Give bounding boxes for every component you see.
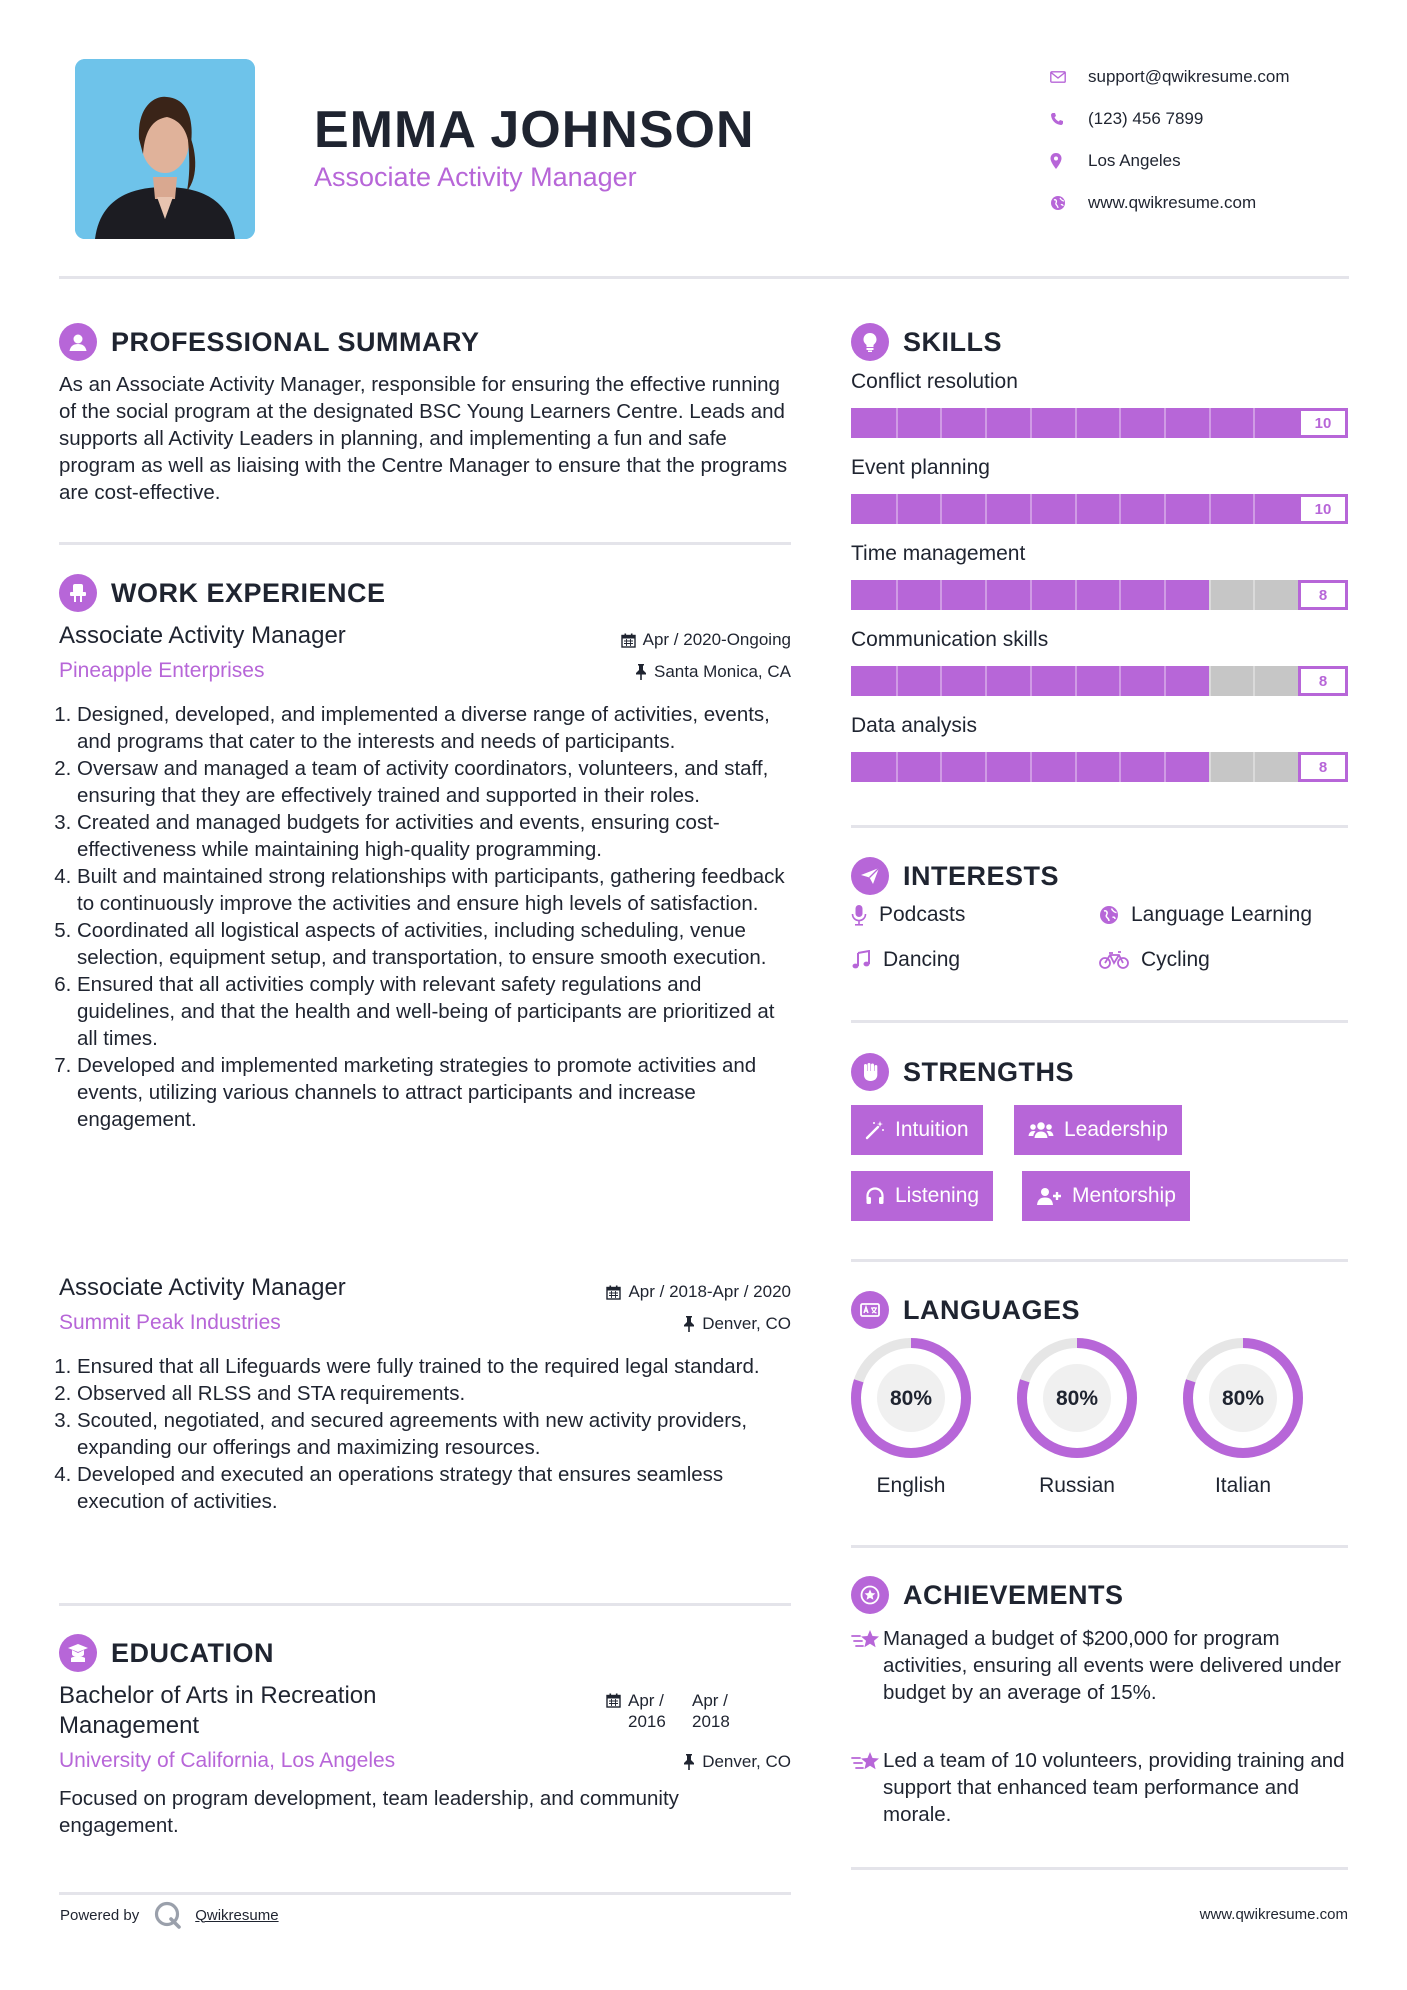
education-description: Focused on program development, team leadership, and community engagement. — [59, 1787, 679, 1837]
education-divider — [59, 1892, 791, 1895]
degree — [59, 1681, 377, 1741]
language-name: Italian — [1214, 1474, 1272, 1497]
skill-bar-segment — [1209, 752, 1211, 782]
education-location-text: Denver, CO — [702, 1752, 791, 1771]
list-item: 3. Scouted, negotiated, and secured agreements with new activity providers, expanding our offerings and maximizing resources. — [77, 1407, 789, 1461]
paper-plane-icon — [851, 857, 889, 895]
lightbulb-icon — [851, 323, 889, 361]
skills-section-header — [851, 323, 1002, 361]
pushpin-icon — [635, 664, 647, 680]
candidate-name: EMMA JOHNSON — [314, 101, 755, 159]
language-name: English — [876, 1474, 946, 1497]
skill-level-badge: 8 — [1298, 580, 1348, 610]
job-1-date — [560, 630, 791, 650]
languages-divider — [851, 1545, 1348, 1548]
interest-label: Podcasts — [879, 903, 966, 926]
skill-bar-segment — [985, 494, 987, 524]
job-2-date-text: Apr / 2018-Apr / 2020 — [628, 1282, 791, 1301]
skill-bar-segment — [1030, 666, 1032, 696]
bicycle-icon — [1099, 950, 1129, 970]
list-item: 1. Designed, developed, and implemented a diverse range of activities, events, and programs that cater to the interests and needs of participants. — [77, 701, 789, 755]
summary-title: PROFESSIONAL SUMMARY — [111, 326, 480, 357]
job-1-company: Pineapple Enterprises — [59, 659, 265, 682]
skill-bar — [851, 408, 1348, 438]
summary-section-header — [59, 323, 480, 361]
skill-bar-segment — [1253, 752, 1255, 782]
achievements-section-header — [851, 1576, 1124, 1614]
skills-title: SKILLS — [903, 326, 1003, 357]
degree-line-2: Management — [59, 1712, 200, 1739]
skill-bar-segment — [1030, 752, 1032, 782]
job-1-title: Associate Activity Manager — [59, 622, 346, 649]
skill-bar-segment — [1075, 752, 1077, 782]
interest-language-learning — [1099, 903, 1312, 927]
education-dates — [606, 1690, 746, 1732]
magic-wand-icon — [865, 1120, 885, 1140]
skill-bar-segment — [1253, 408, 1255, 438]
skill-label: Event planning — [851, 456, 990, 479]
skill-label: Conflict resolution — [851, 370, 1018, 393]
phone-icon — [1050, 112, 1088, 126]
skill-bar-segment — [1119, 408, 1121, 438]
pushpin-icon — [683, 1316, 695, 1332]
skill-level-badge: 8 — [1298, 666, 1348, 696]
skill-bar — [851, 666, 1348, 696]
skill-bar-segment — [1209, 666, 1211, 696]
strength-label: Listening — [895, 1184, 980, 1207]
skill-level-badge: 10 — [1298, 494, 1348, 524]
envelope-icon — [1050, 71, 1088, 83]
profile-photo — [75, 59, 255, 239]
header-divider — [59, 276, 1349, 279]
skill-bar-segment — [1119, 752, 1121, 782]
education-location — [560, 1752, 791, 1772]
achievement-text: Led a team of 10 volunteers, providing training and support that enhanced team performance and morale. — [883, 1749, 1345, 1826]
work-title: WORK EXPERIENCE — [111, 577, 386, 608]
skill-bar-segment — [1209, 494, 1211, 524]
skill-label: Communication skills — [851, 628, 1049, 651]
language-ring — [849, 1336, 973, 1465]
languages-section-header — [851, 1291, 1080, 1329]
start-date-month: Apr / — [628, 1691, 664, 1710]
contact-email[interactable] — [1050, 56, 1380, 98]
skill-bar-segment — [1075, 494, 1077, 524]
interests-divider — [851, 1020, 1348, 1023]
phone-text[interactable]: (123) 456 7899 — [1088, 109, 1204, 128]
end-date-year: 2018 — [692, 1712, 730, 1731]
website-text[interactable]: www.qwikresume.com — [1088, 193, 1257, 212]
interests-section-header — [851, 857, 1059, 895]
job-1-location — [560, 662, 791, 682]
skill-level-badge: 8 — [1298, 752, 1348, 782]
skill-bar-segment — [940, 408, 942, 438]
degree-line-1: Bachelor of Arts in Recreation — [59, 1682, 377, 1709]
location-text: Los Angeles — [1088, 151, 1181, 170]
end-date-month: Apr / — [692, 1691, 728, 1710]
ring-percent-label: 80% — [1221, 1387, 1265, 1410]
achievements-divider — [851, 1867, 1348, 1870]
start-date-year: 2016 — [628, 1712, 666, 1731]
ring-percent-label: 80% — [889, 1387, 933, 1410]
calendar-icon — [621, 633, 636, 648]
strength-label: Leadership — [1064, 1118, 1168, 1141]
education-title: EDUCATION — [111, 1637, 274, 1668]
interest-label: Cycling — [1141, 948, 1210, 971]
achievement-item-1 — [851, 1625, 1348, 1706]
skill-bar-segment — [1253, 580, 1255, 610]
user-plus-icon — [1036, 1186, 1062, 1206]
interest-cycling — [1099, 948, 1210, 972]
skill-bar-segment — [1119, 494, 1121, 524]
powered-by-text: Powered by — [60, 1906, 140, 1924]
strength-tag-listening — [851, 1171, 993, 1221]
skill-bar-segment — [1164, 752, 1166, 782]
list-item: 4. Built and maintained strong relationships with participants, gathering feedback to continuously improve the activities and ensure high levels of satisfaction. — [77, 863, 789, 917]
skill-bar-segment — [896, 666, 898, 696]
skill-bar-segment — [1030, 408, 1032, 438]
summary-divider — [59, 542, 791, 545]
contact-location — [1050, 140, 1380, 182]
skill-bar — [851, 580, 1348, 610]
users-group-icon — [1028, 1120, 1054, 1140]
qwikresume-logo-icon — [153, 1900, 183, 1930]
job-2-location-text: Denver, CO — [702, 1314, 791, 1333]
language-name: Russian — [1039, 1474, 1115, 1497]
skill-bar-segment — [1030, 580, 1032, 610]
skill-bar-segment — [1164, 580, 1166, 610]
education-end-date — [692, 1690, 746, 1732]
language-ring — [1181, 1336, 1305, 1465]
skill-bar-segment — [940, 580, 942, 610]
achievement-item-2 — [851, 1747, 1348, 1828]
languages-title: LANGUAGES — [903, 1294, 1081, 1325]
school-name: University of California, Los Angeles — [59, 1749, 396, 1772]
skill-level-badge: 10 — [1298, 408, 1348, 438]
award-star-icon — [851, 1576, 889, 1614]
job-1-location-text: Santa Monica, CA — [653, 662, 791, 681]
skill-bar-segment — [1253, 666, 1255, 696]
strength-label: Intuition — [895, 1118, 969, 1141]
job-2-title: Associate Activity Manager — [59, 1274, 346, 1301]
map-pin-icon — [1050, 153, 1088, 169]
skill-bar-segment — [1253, 494, 1255, 524]
raised-fist-icon — [851, 1053, 889, 1091]
skill-bar-segment — [940, 494, 942, 524]
language-progress-ring — [1181, 1336, 1305, 1460]
microphone-icon — [851, 904, 867, 926]
footer-website[interactable]: www.qwikresume.com — [1199, 1906, 1348, 1923]
skill-bar-segment — [1164, 494, 1166, 524]
job-2-bullets — [59, 1353, 789, 1515]
skill-bar-segment — [1164, 408, 1166, 438]
strengths-title: STRENGTHS — [903, 1056, 1075, 1087]
language-icon — [851, 1291, 889, 1329]
interest-dancing — [851, 948, 960, 972]
list-item: 7. Developed and implemented marketing strategies to promote activities and events, utilizing various channels to attract participants and increase engagement. — [77, 1052, 789, 1133]
summary-text: As an Associate Activity Manager, responsible for ensuring the effective running of the social program at the designated BSC Young Learners Centre. Leads and supports all Activity Leaders in planning, and implementing a fun and safe program as well as liaising with the Centre Manager to ensure that the programs are cost-effective. — [59, 373, 788, 504]
achievements-title: ACHIEVEMENTS — [903, 1579, 1124, 1610]
skill-bar-segment — [896, 494, 898, 524]
person-portrait-icon — [75, 59, 255, 239]
skill-bar-segment — [1075, 666, 1077, 696]
shooting-star-icon — [851, 1627, 883, 1658]
skill-bar-segment — [985, 666, 987, 696]
graduation-cap-icon — [59, 1634, 97, 1672]
skill-label: Data analysis — [851, 714, 978, 737]
skill-bar — [851, 494, 1348, 524]
headphones-icon — [865, 1186, 885, 1206]
achievement-text: Managed a budget of $200,000 for program activities, ensuring all events were delivered under budget by an average of 15%. — [883, 1627, 1342, 1704]
job-2-date — [560, 1282, 791, 1302]
skill-bar-segment — [896, 580, 898, 610]
strengths-divider — [851, 1259, 1348, 1262]
interest-label: Dancing — [883, 948, 961, 971]
contact-block — [1050, 56, 1380, 224]
work-divider — [59, 1603, 791, 1606]
skill-bar-segment — [1164, 666, 1166, 696]
candidate-role: Associate Activity Manager — [314, 162, 637, 192]
music-note-icon — [851, 950, 871, 970]
language-progress-ring — [849, 1336, 973, 1460]
job-1-bullets — [59, 701, 789, 1133]
skill-bar-segment — [940, 666, 942, 696]
education-start-date — [628, 1690, 692, 1732]
globe-icon — [1099, 905, 1119, 925]
strength-label: Mentorship — [1072, 1184, 1176, 1207]
calendar-icon — [606, 1285, 621, 1300]
list-item: 1. Ensured that all Lifeguards were fully trained to the required legal standard. — [77, 1353, 789, 1380]
calendar-icon — [606, 1693, 621, 1732]
skill-bar-segment — [1075, 408, 1077, 438]
skill-bar — [851, 752, 1348, 782]
email-text[interactable]: support@qwikresume.com — [1088, 67, 1290, 86]
skill-bar-segment — [940, 752, 942, 782]
ring-percent-label: 80% — [1055, 1387, 1099, 1410]
skill-bar-segment — [896, 408, 898, 438]
globe-icon — [1050, 195, 1088, 211]
job-2-company: Summit Peak Industries — [59, 1311, 281, 1334]
contact-website[interactable] — [1050, 182, 1380, 224]
skill-label: Time management — [851, 542, 1026, 565]
shooting-star-icon — [851, 1749, 883, 1780]
skill-bar-segment — [985, 408, 987, 438]
strength-tag-leadership — [1014, 1105, 1182, 1155]
list-item: 2. Oversaw and managed a team of activity coordinators, volunteers, and staff, ensuring that they are effectively trained and supported in their roles. — [77, 755, 789, 809]
skill-bar-segment — [985, 580, 987, 610]
user-icon — [59, 323, 97, 361]
list-item: 4. Developed and executed an operations strategy that ensures seamless execution of activities. — [77, 1461, 789, 1515]
job-2-location — [560, 1314, 791, 1334]
skill-bar-segment — [1209, 408, 1211, 438]
job-1-date-text: Apr / 2020-Ongoing — [642, 630, 791, 649]
strength-tag-mentorship — [1022, 1171, 1190, 1221]
interest-podcasts — [851, 903, 965, 927]
list-item: 2. Observed all RLSS and STA requirements. — [77, 1380, 789, 1407]
strength-tag-intuition — [851, 1105, 983, 1155]
skill-bar-segment — [896, 752, 898, 782]
interests-title: INTERESTS — [903, 860, 1060, 891]
language-ring — [1015, 1336, 1139, 1465]
skill-bar-segment — [1209, 580, 1211, 610]
skills-divider — [851, 825, 1348, 828]
list-item: 5. Coordinated all logistical aspects of activities, including scheduling, venue selection, equipment setup, and transportation, to ensure smooth execution. — [77, 917, 789, 971]
briefcase-icon — [59, 574, 97, 612]
strengths-section-header — [851, 1053, 1074, 1091]
qwikresume-link[interactable]: Qwikresume — [195, 1906, 279, 1924]
skill-bar-segment — [985, 752, 987, 782]
skill-bar-segment — [1119, 666, 1121, 696]
footer-powered-by — [60, 1900, 279, 1930]
skill-bar-segment — [1119, 580, 1121, 610]
skill-bar-segment — [1030, 494, 1032, 524]
pushpin-icon — [683, 1754, 695, 1770]
language-progress-ring — [1015, 1336, 1139, 1460]
contact-phone[interactable] — [1050, 98, 1380, 140]
list-item: 6. Ensured that all activities comply with relevant safety regulations and guidelines, and that the health and well-being of participants are prioritized at all times. — [77, 971, 789, 1052]
work-section-header — [59, 574, 386, 612]
skill-bar-segment — [1075, 580, 1077, 610]
interest-label: Language Learning — [1131, 903, 1313, 926]
education-section-header — [59, 1634, 274, 1672]
list-item: 3. Created and managed budgets for activities and events, ensuring cost-effectiveness while maintaining high-quality programming. — [77, 809, 789, 863]
